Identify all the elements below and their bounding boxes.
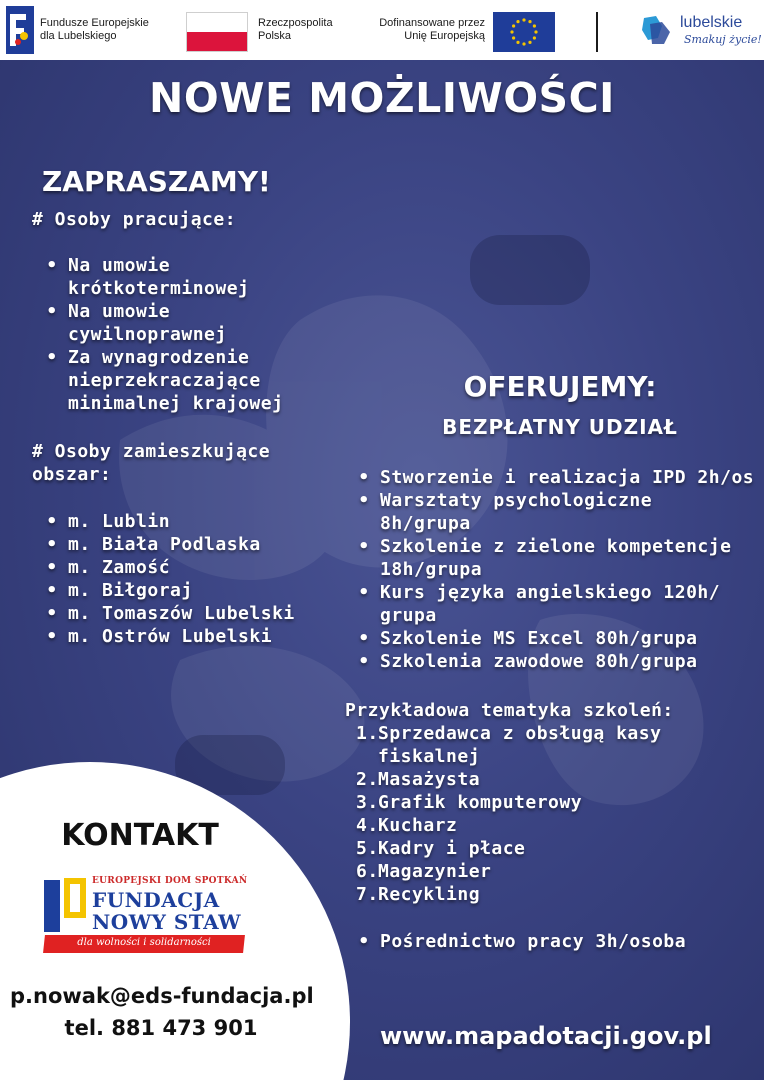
list-item: • m. Lublin xyxy=(32,510,362,533)
list-number: 1. xyxy=(356,723,379,744)
list-number: 3. xyxy=(356,792,379,813)
list-item-line: • Warsztaty psychologiczne xyxy=(380,490,653,511)
list-item-line: nieprzekraczające xyxy=(68,370,261,391)
list-number: 5. xyxy=(356,838,379,859)
list-item-line: Magazynier xyxy=(378,861,492,882)
topics-list xyxy=(356,722,756,906)
list-item xyxy=(356,814,756,837)
contact-email[interactable]: p.nowak@eds-fundacja.pl xyxy=(10,984,314,1008)
list-item xyxy=(358,581,758,627)
list-item-line: Kucharz xyxy=(378,815,458,836)
offer-list xyxy=(358,466,758,673)
rzeczpospolita-text xyxy=(258,17,333,43)
list-number: 4. xyxy=(356,815,379,836)
pl-text-line2: Polska xyxy=(258,30,292,42)
list-item-line: • Za wynagrodzenie xyxy=(68,347,250,368)
offer-heading: OFERUJEMY: xyxy=(463,370,657,403)
list-item xyxy=(32,346,362,415)
list-item-line: Grafik komputerowy xyxy=(378,792,583,813)
list-item xyxy=(358,466,758,489)
list-item xyxy=(32,300,362,346)
list-item-line: • Kurs języka angielskiego 120h/ xyxy=(380,582,721,603)
list-item xyxy=(356,722,756,768)
list-item-line: fiskalnej xyxy=(378,746,481,767)
list-item-line: krótkoterminowej xyxy=(68,278,250,299)
fundusze-europejskie-logo xyxy=(6,6,34,54)
funding-header xyxy=(0,0,764,60)
section-residence-heading xyxy=(32,440,270,486)
eu-flag-icon xyxy=(493,12,555,52)
fe-text-line1: Fundusze Europejskie xyxy=(40,17,149,29)
section-working-heading: # Osoby pracujące: xyxy=(32,209,237,230)
lubelskie-slogan: Smakuj życie! xyxy=(684,33,762,46)
list-item-line: Masażysta xyxy=(378,769,481,790)
list-item-line: grupa xyxy=(380,605,437,626)
website-link[interactable]: www.mapadotacji.gov.pl xyxy=(380,1022,712,1050)
list-item-line: • Szkolenie z zielone kompetencje xyxy=(380,536,732,557)
list-item xyxy=(358,489,758,535)
topics-heading: Przykładowa tematyka szkoleń: xyxy=(345,700,674,721)
list-item xyxy=(358,535,758,581)
fundacja-logo-line1: FUNDACJA xyxy=(92,888,220,912)
contact-heading: KONTAKT xyxy=(61,818,219,853)
section-residence-line2: obszar: xyxy=(32,464,112,485)
list-item-line: • Szkolenia zawodowe 80h/grupa xyxy=(380,651,698,672)
list-item xyxy=(358,650,758,673)
eu-cofinancing-text xyxy=(365,17,485,43)
list-item: • Pośrednictwo pracy 3h/osoba xyxy=(358,930,758,953)
contact-phone[interactable]: tel. 881 473 901 xyxy=(64,1016,258,1040)
list-item-line: • Szkolenie MS Excel 80h/grupa xyxy=(380,628,698,649)
list-item xyxy=(356,883,756,906)
list-item-line: • Stworzenie i realizacja IPD 2h/os xyxy=(380,467,755,488)
list-item: • m. Ostrów Lubelski xyxy=(32,625,362,648)
section-residence-line1: # Osoby zamieszkujące xyxy=(32,441,271,462)
invite-heading: ZAPRASZAMY! xyxy=(42,165,271,198)
eu-text-line2: Unię Europejską xyxy=(404,30,485,42)
list-number: 6. xyxy=(356,861,379,882)
polish-flag-icon xyxy=(186,12,248,52)
pl-text-line1: Rzeczpospolita xyxy=(258,17,333,29)
page-title: NOWE MOŻLIWOŚCI xyxy=(149,74,615,122)
free-participation-heading: BEZPŁATNY UDZIAŁ xyxy=(442,415,678,439)
residence-list xyxy=(32,510,362,648)
list-item xyxy=(356,860,756,883)
list-item xyxy=(32,254,362,300)
list-item: • m. Biłgoraj xyxy=(32,579,362,602)
list-item: • m. Tomaszów Lubelski xyxy=(32,602,362,625)
list-item-line: 8h/grupa xyxy=(380,513,471,534)
list-item xyxy=(356,768,756,791)
list-item xyxy=(356,837,756,860)
lubelskie-name: lubelskie xyxy=(680,14,743,31)
list-item-line: • Na umowie xyxy=(68,255,171,276)
fundusze-europejskie-text xyxy=(40,17,149,43)
header-separator xyxy=(596,12,598,52)
list-item-line: Sprzedawca z obsługą kasy xyxy=(378,723,662,744)
list-item-line: Recykling xyxy=(378,884,481,905)
eu-text-line1: Dofinansowane przez xyxy=(379,17,485,29)
working-list xyxy=(32,254,362,415)
fundacja-logo-tagline: dla wolności i solidarności xyxy=(77,937,211,948)
list-item-line: Kadry i płace xyxy=(378,838,526,859)
list-item: • m. Zamość xyxy=(32,556,362,579)
list-item-line: cywilnoprawnej xyxy=(68,324,227,345)
list-item xyxy=(358,627,758,650)
list-item: • m. Biała Podlaska xyxy=(32,533,362,556)
fundacja-logo-line2: NOWY STAW xyxy=(92,910,242,934)
list-number: 7. xyxy=(356,884,379,905)
list-item-line: • Na umowie xyxy=(68,301,171,322)
extra-offer-list xyxy=(358,930,758,953)
fe-text-line2: dla Lubelskiego xyxy=(40,30,117,42)
fundacja-logo-top: EUROPEJSKI DOM SPOTKAŃ xyxy=(92,876,248,886)
list-item-line: 18h/grupa xyxy=(380,559,483,580)
list-item xyxy=(356,791,756,814)
list-item-line: minimalnej krajowej xyxy=(68,393,284,414)
list-number: 2. xyxy=(356,769,379,790)
